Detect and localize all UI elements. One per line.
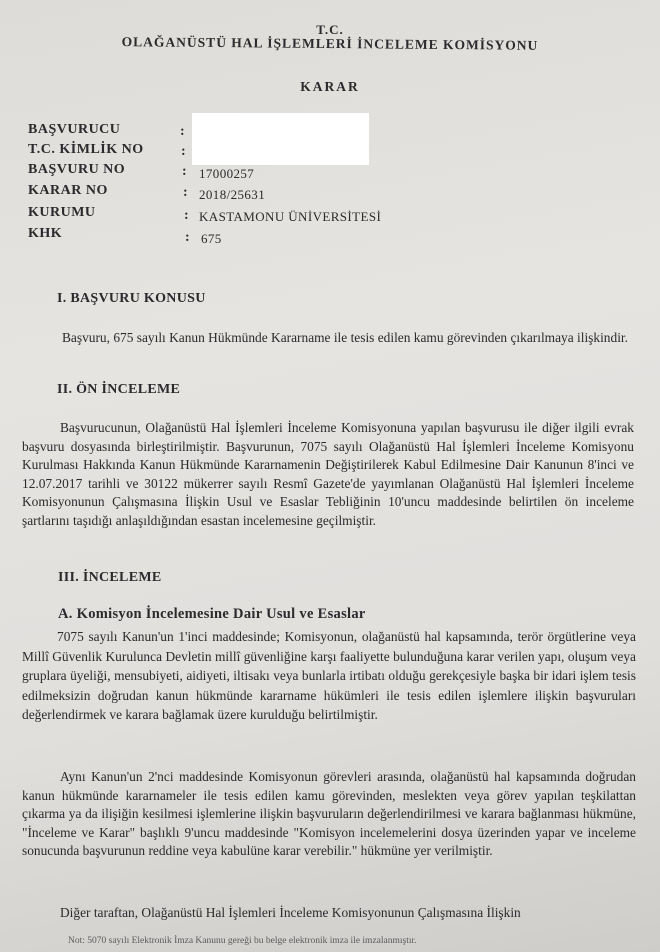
value-kurumu: KASTAMONU ÜNİVERSİTESİ [199, 209, 382, 224]
section-3a-paragraph-3: Diğer taraftan, Olağanüstü Hal İşlemleri İnceleme Komisyonunun Çalışmasına İlişkin [60, 905, 521, 920]
section-3a-title: A. Komisyon İncelemesine Dair Usul ve Esaslar [58, 606, 366, 622]
header-karar: KARAR [300, 79, 360, 94]
colon: : [185, 230, 191, 245]
section-3-title: III. İNCELEME [58, 570, 162, 585]
colon: : [182, 164, 188, 179]
section-1-text: Başvuru, 675 sayılı Kanun Hükmünde Kararname ile tesis edilen kamu görevinden çıkarılmaya ilişkindir. [62, 330, 628, 345]
section-1-title: I. BAŞVURU KONUSU [57, 291, 206, 306]
redaction-box [192, 113, 369, 165]
section-3a-paragraph-2: Aynı Kanun'un 2'nci maddesinde Komisyonun görevleri arasında, olağanüstü hal kapsamında doğrudan kanun hükmünde kararnameler ile tesis edilen kamu görevinden, meslekten veya görev yapılan teşkilattan çıkarma ya da ilişiğin kesilmesi işlemlerine ilişkin başvuruların değerlendirilmesi ve karara bağlanması hükmüne, "İnceleme ve Karar" başlıklı 9'uncu maddesinde "Komisyon incelemelerini dosya üzerinden yapar ve inceleme sonucunda başvurunun reddine veya kabulüne karar verebilir." hükmüne yer verilmiştir. [22, 769, 636, 859]
label-basvuru-no: BAŞVURU NO [28, 162, 126, 177]
section-3a-paragraph-1: 7075 sayılı Kanun'un 1'inci maddesinde; Komisyonun, olağanüstü hal kapsamında, terör örgütlerine veya Millî Güvenlik Kurulunca Devletin millî güvenliğine karşı faaliyette bulunduğuna karar verilen yapı, oluşum veya gruplara üyeliği, mensubiyeti, aidiyeti, iltisakı veya bunlarla irtibatı olduğu gerekçesiyle başka bir idari işlem tesis edilmeksizin doğrudan kanun hükmünde kararname hükümleri ile tesis edilen işlemlere ilişkin başvuruları değerlendirmek ve karara bağlamak üzere kurulduğu belirtilmiştir. [22, 629, 636, 722]
colon: : [184, 208, 190, 223]
colon: : [181, 144, 187, 159]
footer-e-signature-note: Not: 5070 sayılı Elektronik İmza Kanunu gereği bu belge elektronik imza ile imzalanmıştır. [68, 936, 417, 946]
label-tc-kimlik-no: T.C. KİMLİK NO [28, 142, 144, 157]
label-khk: KHK [28, 226, 63, 241]
label-basvurucu: BAŞVURUCU [28, 122, 121, 137]
colon: : [180, 124, 186, 139]
label-kurumu: KURUMU [28, 205, 96, 220]
value-basvuru-no: 17000257 [199, 166, 255, 181]
header-tc: T.C. [316, 22, 344, 37]
section-2-text: Başvurucunun, Olağanüstü Hal İşlemleri İnceleme Komisyonuna yapılan başvurusu ile diğer ilgili evrak başvuru dosyasında birleştirilmiştir. Başvurunun, 7075 sayılı Olağanüstü Hal İşlemleri İnceleme Komisyonu Kurulması Hakkında Kanun Hükmünde Kararnamenin Değiştirilerek Kabul Edilmesine Dair Kanunun 8'inci ve 12.07.2017 tarihli ve 30122 mükerrer sayılı Resmî Gazete'de yayımlanan Olağanüstü Hal İşlemleri İnceleme Komisyonunun Çalışmasına İlişkin Usul ve Esaslar Tebliğinin 10'uncu maddesinde belirtilen ön inceleme şartlarını taşıdığı anlaşıldığından esastan incelemesine geçilmiştir. [22, 420, 634, 528]
value-khk: 675 [201, 231, 222, 246]
section-2-title: II. ÖN İNCELEME [57, 382, 181, 397]
colon: : [183, 185, 189, 200]
value-karar-no: 2018/25631 [199, 187, 266, 202]
header-commission-title: OLAĞANÜSTÜ HAL İŞLEMLERİ İNCELEME KOMİSYONU [121, 34, 539, 53]
label-karar-no: KARAR NO [28, 183, 108, 198]
